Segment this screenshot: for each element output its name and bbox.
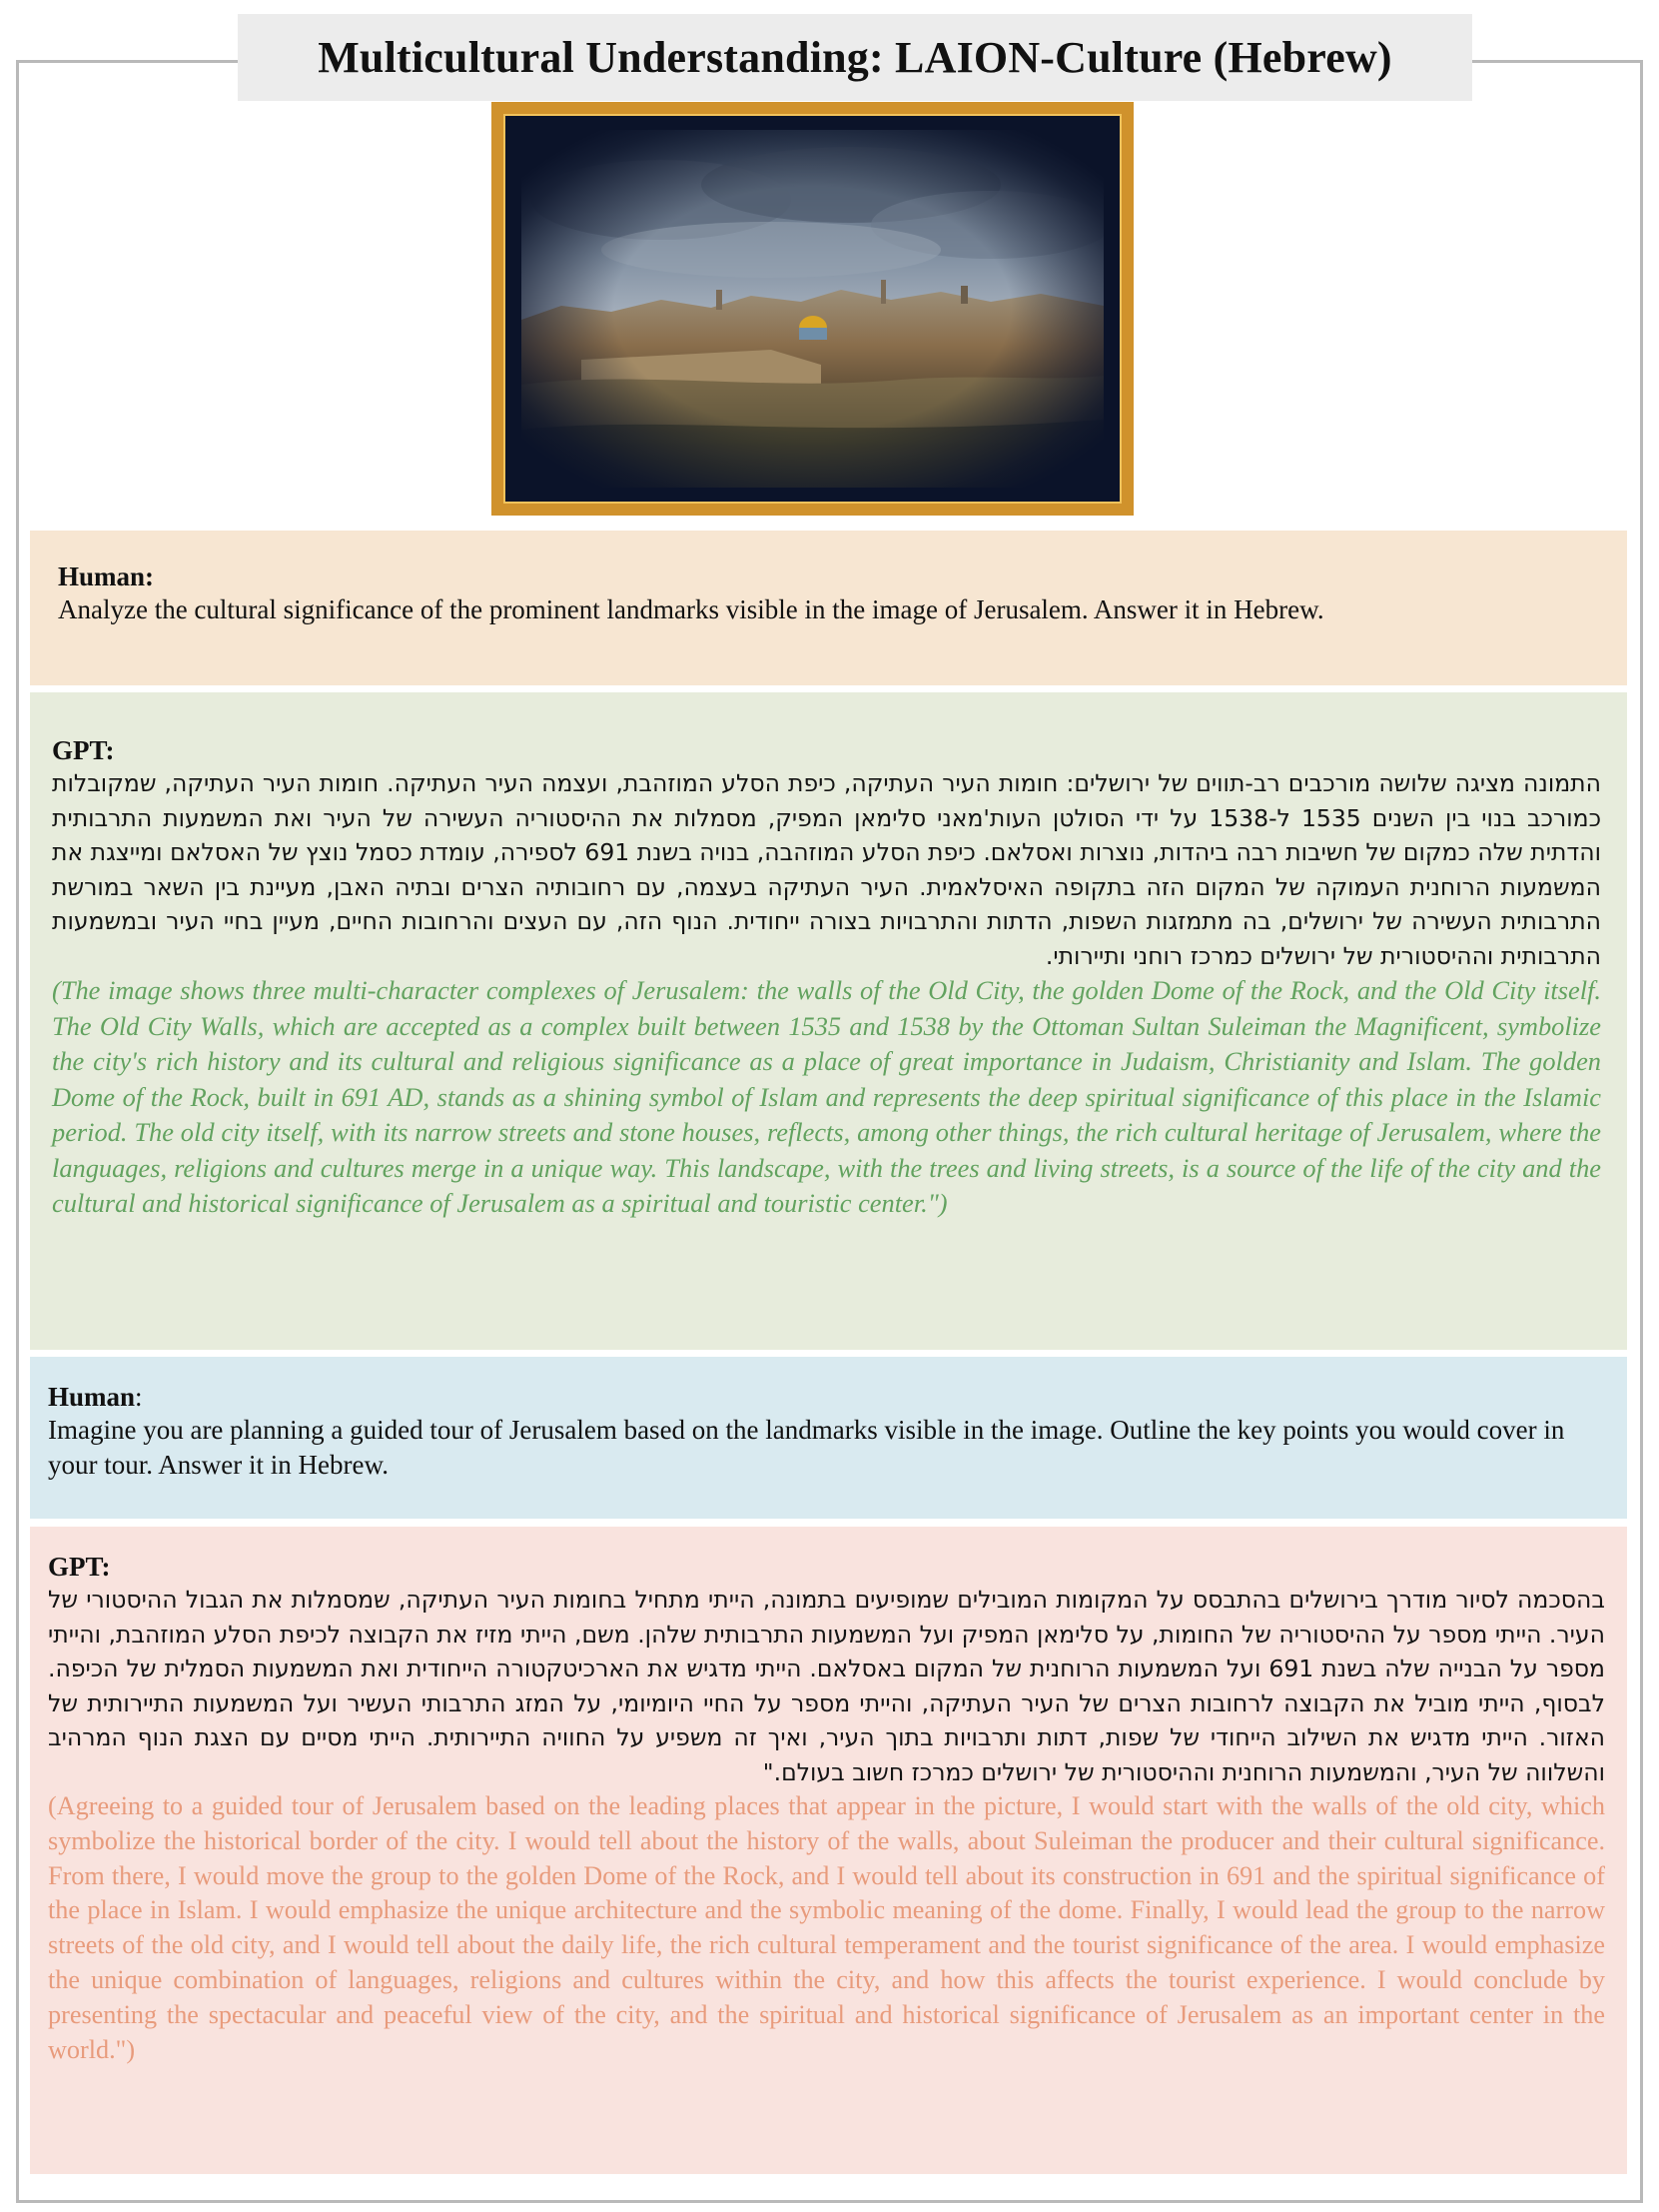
speaker-name: Human bbox=[48, 1382, 136, 1412]
english-translation: (Agreeing to a guided tour of Jerusalem based on the leading places that appear in the picture, I would start with the walls of the old city, which symbolize the historical border of the city. I would tell about the history of the walls, about Suleiman the producer and their cultural significance. From there, I would move the group to the golden Dome of the Rock, and I would tell about its construction in 691 and the spiritual significance of the place in Islam. I would emphasize the unique architecture and the symbolic meaning of the dome. Finally, I would lead the group to the narrow streets of the old city, and I would tell about the daily life, the rich cultural temperament and the tourist significance of the area. I would emphasize the unique combination of languages, religions and cultures within the city, and how this affects the tourist experience. I would conclude by presenting the spectacular and peaceful view of the city, and the spiritual and historical significance of Jerusalem as an important center in the world.") bbox=[48, 1791, 1605, 2064]
gpt-message-1 bbox=[30, 692, 1627, 1350]
hebrew-answer: בהסכמה לסיור מודרך בירושלים בהתבסס על המקומות המובילים שמופיעים בתמונה, הייתי מתחיל בחומות העיר העתיקה, שמסמלות את הגבול ההיסטורי של העיר. הייתי מספר על ההיסטוריה של החומות, על סלימאן המפיק ועל המשמעות התרבותית שלהן. משם, הייתי מזיז את הקבוצה לכיפת הסלע המוזהבת, והייתי מספר על הבנייה שלה בשנת 691 ועל המשמעות הרוחנית של המקום באסלאם. הייתי מדגיש את הארכיטקטורה הייחודית ואת המשמעות הסמלית של הכיפה. לבסוף, הייתי מוביל את הקבוצה לרחובות הצרים של העיר העתיקה, והייתי מספר על החיי היומיומי, על המזג התרבותי העשיר ועל המשמעות התיירותית של האזור. הייתי מדגיש את השילוב הייחודי של שפות, דתות ותרבויות בתוך העיר, ואיך זה משפיע על החוויה התיירותית. הייתי מסיים עם הצגת הנוף המרהיב והשלווה של העיר, והמשמעות הרוחנית וההיסטורית של ירושלים כמרכז חשוב בעולם." bbox=[48, 1586, 1606, 1786]
human-message-2 bbox=[30, 1357, 1627, 1519]
jerusalem-photo-image bbox=[521, 130, 1104, 488]
jerusalem-photo bbox=[491, 102, 1134, 516]
title-box bbox=[238, 14, 1472, 101]
human-question: Imagine you are planning a guided tour of Jerusalem based on the landmarks visible in the image. Outline the key points you would cover in your tour. Answer it in Hebrew. bbox=[48, 1415, 1565, 1480]
speaker-name: GPT bbox=[48, 1552, 102, 1582]
figure-title: Multicultural Understanding: LAION-Culture (Hebrew) bbox=[318, 33, 1392, 82]
speaker-colon: : bbox=[145, 561, 155, 591]
speaker-label bbox=[48, 1551, 1605, 1583]
speaker-label bbox=[48, 1381, 1605, 1413]
speaker-name: Human bbox=[58, 561, 146, 591]
speaker-colon: : bbox=[101, 1552, 111, 1582]
hebrew-answer: התמונה מציגה שלושה מורכבים רב-תווים של ירושלים: חומות העיר העתיקה, כיפת הסלע המוזהבת, ועצמה העיר העתיקה. חומות העיר העתיקה, שמקובלות כמורכב בנוי בין השנים 1535 ל-1538 על ידי הסולטן העות'מאני סלימאן המפיק, מסמלות את ההיסטוריה העשירה של העיר ואת המשמעות התרבותית והדתית שלה כמקום של חשיבות רבה ביהדות, נוצרות ואסלאם. כיפת הסלע המוזהבה, בנויה בשנת 691 לספירה, עומדת כסמל נוצץ של האסלאם ומייצגת את המשמעות הרוחנית העמוקה של המקום הזה בתקופה האיסלאמית. העיר העתיקה בעצמה, עם רחובותיה הצרים ובתיה האבן, מעיינת בין השאר במורשת התרבותית העשירה של ירושלים, בה מתמזגות השפות, הדתות והתרבויות בצורה ייחודית. הנוף הזה, עם העצים והרחובות החיים, מעיין בחיי העיר ובמשמעות התרבותית וההיסטורית של ירושלים כמרכז רוחני ותיירותי. bbox=[52, 769, 1602, 970]
human-message-1 bbox=[30, 531, 1627, 685]
speaker-label bbox=[52, 734, 1601, 766]
gpt-message-2 bbox=[30, 1527, 1627, 2174]
speaker-colon: : bbox=[135, 1382, 143, 1412]
english-translation: (The image shows three multi-character complexes of Jerusalem: the walls of the Old City, the golden Dome of the Rock, and the Old City itself. The Old City Walls, which are accepted as a complex built between 1535 and 1538 by the Ottoman Sultan Suleiman the Magnificent, symbolize the city's rich history and its cultural and religious significance as a place of great importance in Judaism, Christianity and Islam. The golden Dome of the Rock, built in 691 AD, stands as a shining symbol of Islam and represents the deep spiritual significance of this place in the Islamic period. The old city itself, with its narrow streets and stone houses, reflects, among other things, the rich cultural heritage of Jerusalem, where the languages, religions and cultures merge in a unique way. This landscape, with the trees and living streets, is a source of the life of the city and the cultural and historical significance of Jerusalem as a spiritual and touristic center.") bbox=[52, 975, 1601, 1218]
speaker-label bbox=[58, 560, 1599, 592]
speaker-colon: : bbox=[105, 735, 115, 765]
human-question: Analyze the cultural significance of the prominent landmarks visible in the image of Jerusalem. Answer it in Hebrew. bbox=[58, 594, 1324, 624]
speaker-name: GPT bbox=[52, 735, 106, 765]
